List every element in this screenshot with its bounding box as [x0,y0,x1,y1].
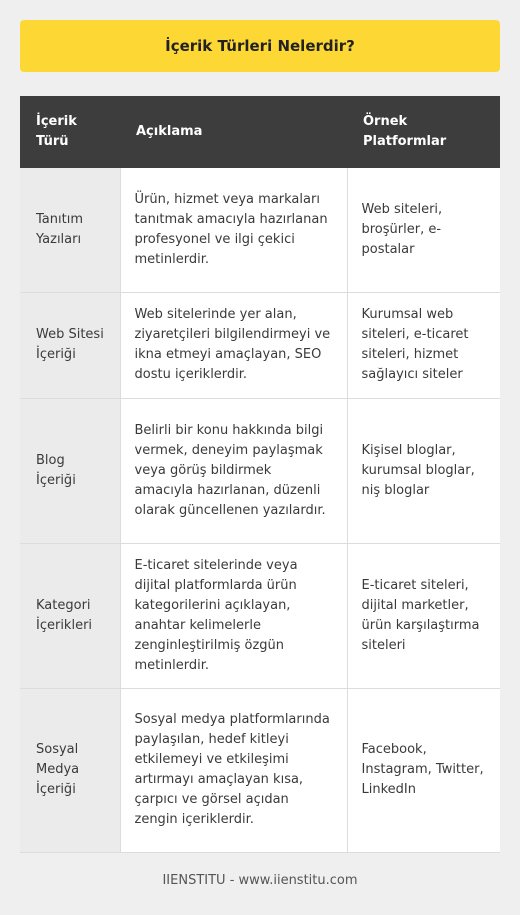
content-types-table [20,96,500,853]
title-banner [20,20,500,72]
header-example-platforms: Örnek Platformlar [347,96,500,168]
header-description: Açıklama [120,96,347,168]
cell-platforms: E-ticaret siteleri, dijital marketler, ürün karşılaştırma siteleri [347,543,500,688]
cell-description: E-ticaret sitelerinde veya dijital platformlarda ürün kategorilerini açıklayan, anahtar kelimelerle zenginleştirilmiş özgün metinlerdir. [120,543,347,688]
cell-platforms: Kişisel bloglar, kurumsal bloglar, niş bloglar [347,398,500,543]
cell-description: Web sitelerinde yer alan, ziyaretçileri bilgilendirmeyi ve ikna etmeyi amaçlayan, SEO dostu içeriklerdir. [120,292,347,398]
table-row [20,292,500,398]
cell-content-type: Sosyal Medya İçeriği [20,688,120,852]
cell-description: Belirli bir konu hakkında bilgi vermek, deneyim paylaşmak veya görüş bildirmek amacıyla hazırlanan, düzenli olarak güncellenen yazılardır. [120,398,347,543]
table-header-row [20,96,500,168]
table-row [20,688,500,852]
cell-platforms: Kurumsal web siteleri, e-ticaret siteleri, hizmet sağlayıcı siteler [347,292,500,398]
cell-description: Sosyal medya platformlarında paylaşılan, hedef kitleyi etkilemeyi ve etkileşimi artırmayı amaçlayan kısa, çarpıcı ve görsel açıdan zengin içeriklerdir. [120,688,347,852]
cell-content-type: Web Sitesi İçeriği [20,292,120,398]
cell-platforms: Web siteleri, broşürler, e-postalar [347,168,500,292]
cell-content-type: Tanıtım Yazıları [20,168,120,292]
cell-platforms: Facebook, Instagram, Twitter, LinkedIn [347,688,500,852]
page-title: İçerik Türleri Nelerdir? [165,37,355,55]
cell-content-type: Blog İçeriği [20,398,120,543]
table-row [20,398,500,543]
header-content-type: İçerik Türü [20,96,120,168]
table-row [20,543,500,688]
cell-description: Ürün, hizmet veya markaları tanıtmak amacıyla hazırlanan profesyonel ve ilgi çekici metinlerdir. [120,168,347,292]
footer-credit: IIENSTITU - www.iienstitu.com [162,873,358,888]
table-row [20,168,500,292]
cell-content-type: Kategori İçerikleri [20,543,120,688]
